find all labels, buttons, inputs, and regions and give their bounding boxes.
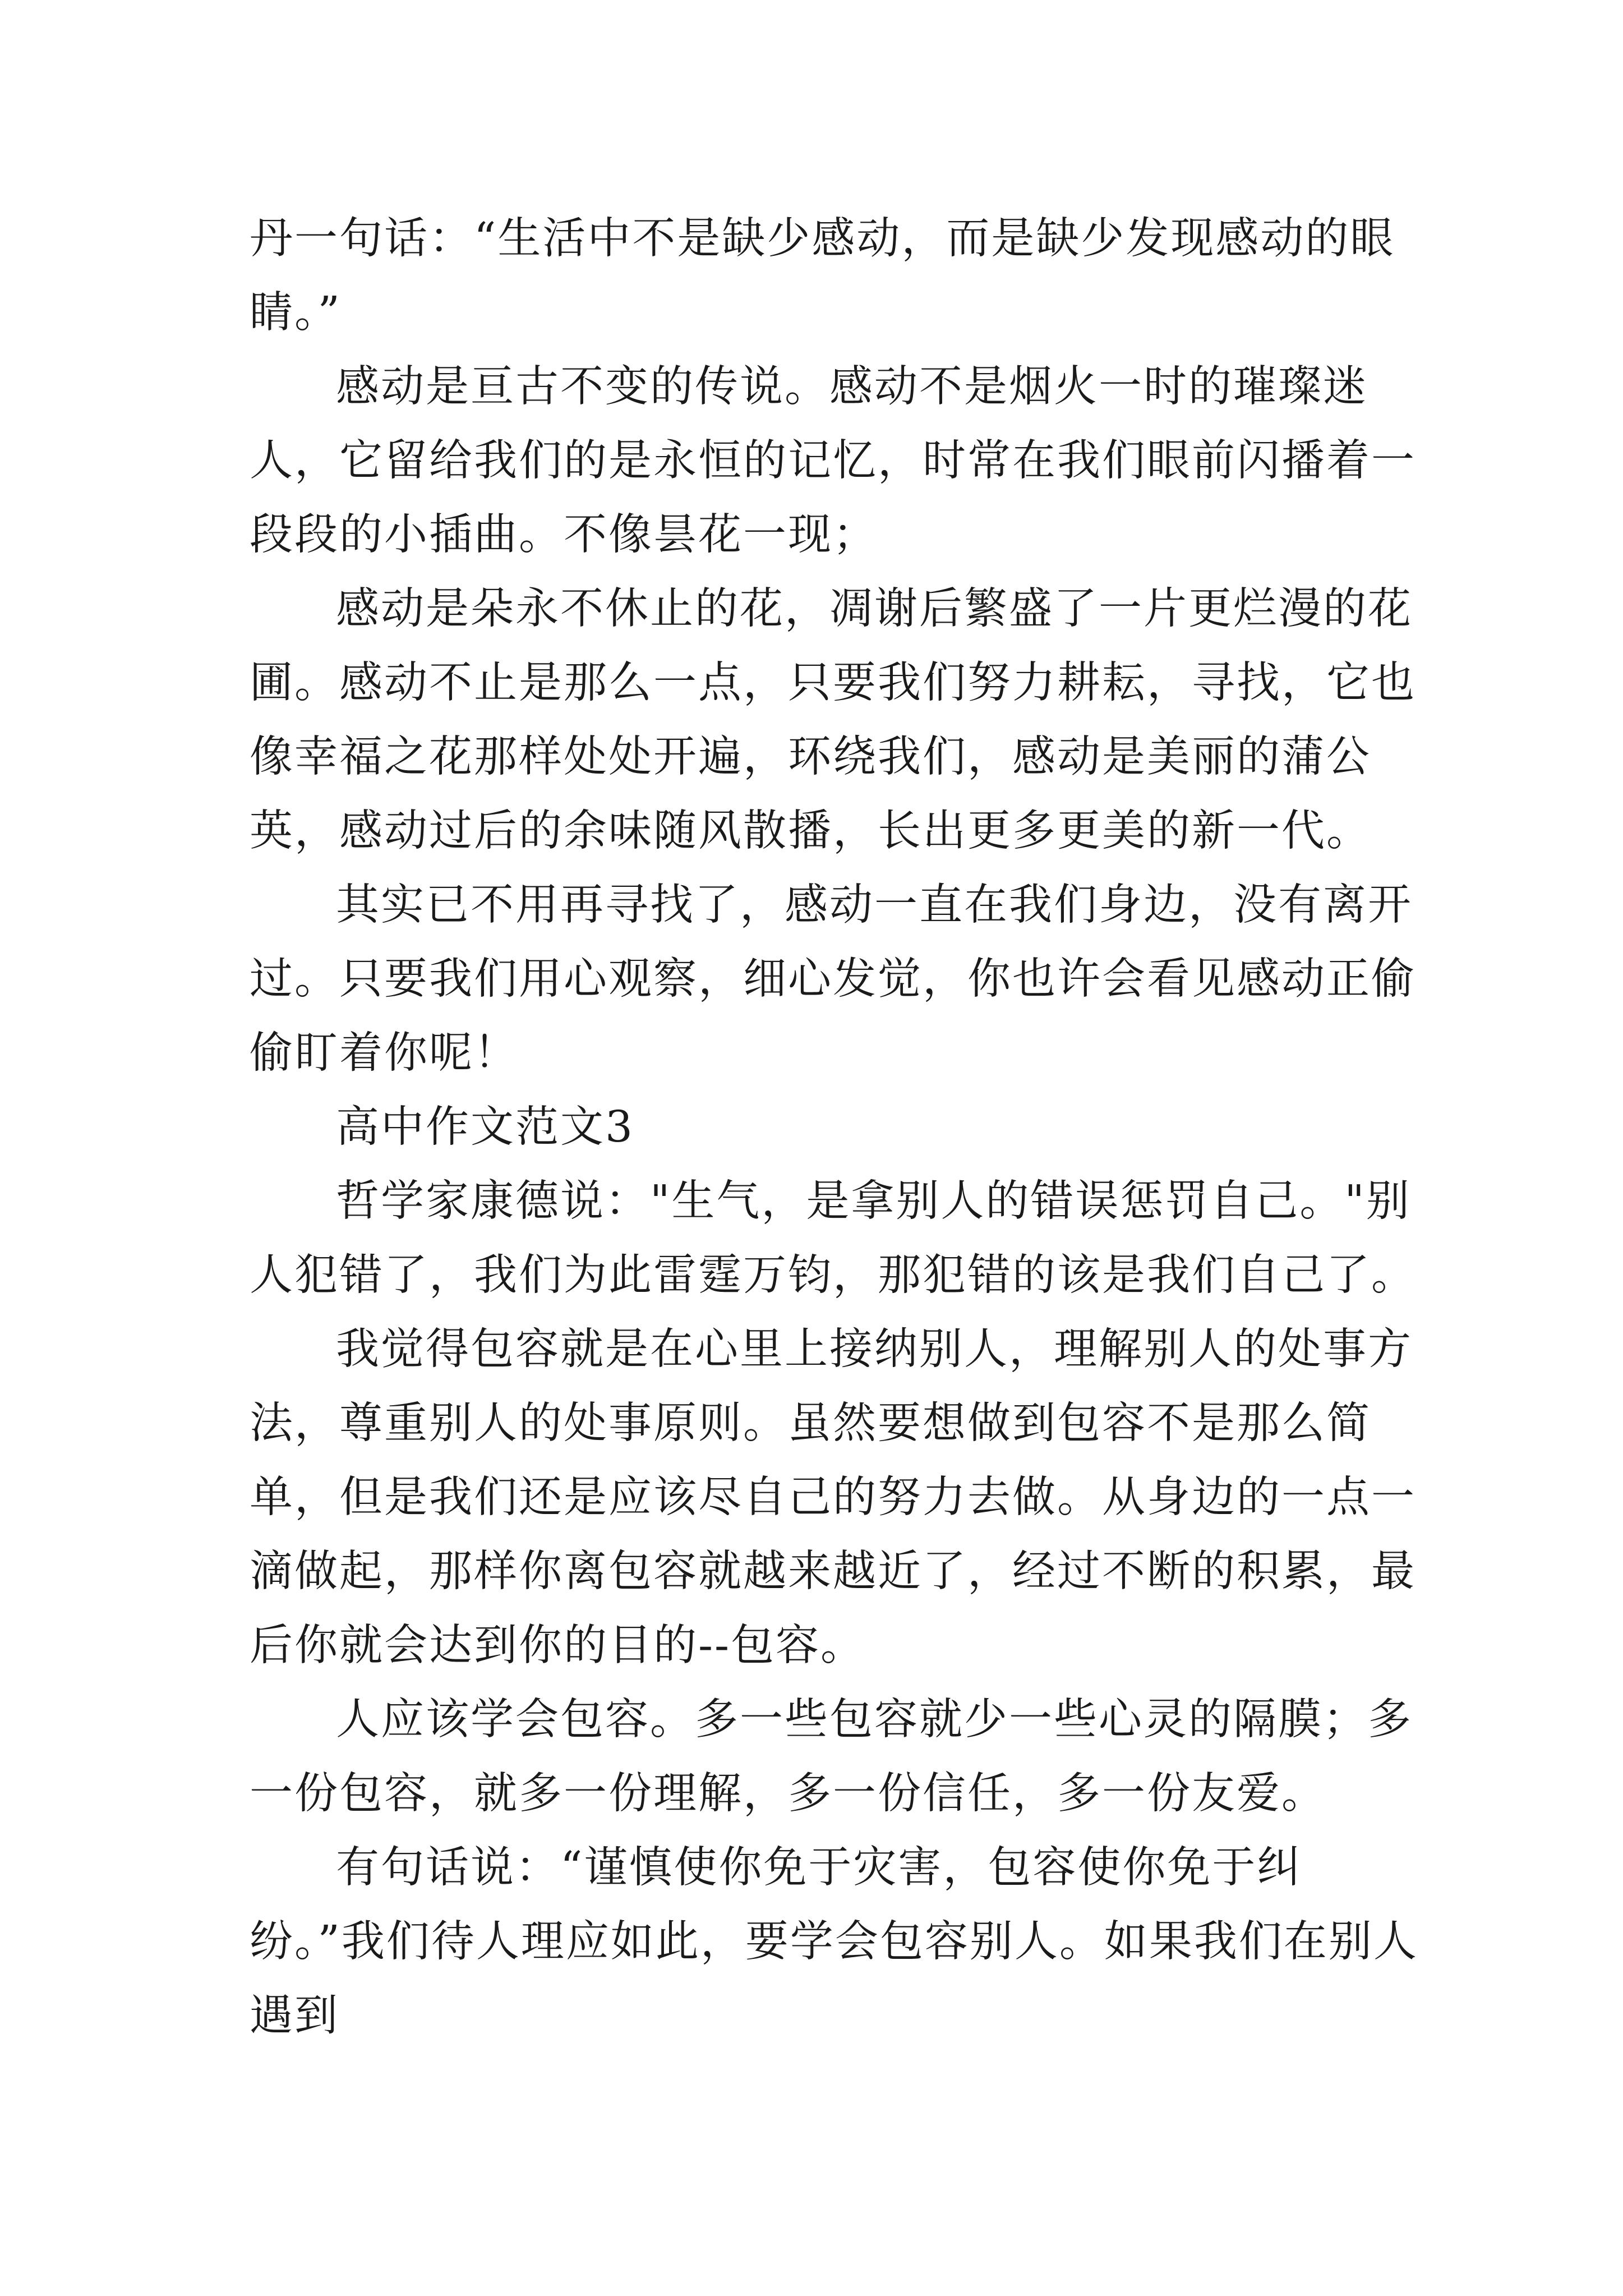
paragraph-6: 我觉得包容就是在心里上接纳别人，理解别人的处事方法，尊重别人的处事原则。虽然要想做到包容不是那么简单，但是我们还是应该尽自己的努力去做。从身边的一点一滴做起，那样你离包容就越来越近了，经过不断的积累，最后你就会达到你的目的--包容。 bbox=[250, 1324, 1416, 1671]
paragraph-8: 有句话说：“谨慎使你免于灾害，包容使你免于纠纷。”我们待人理应如此，要学会包容别人。如果我们在别人遇到 bbox=[250, 1843, 1418, 2041]
paragraph-4: 其实已不用再寻找了，感动一直在我们身边，没有离开过。只要我们用心观察，细心发觉，你也许会看见感动正偷偷盯着你呢！ bbox=[250, 880, 1416, 1078]
paragraph-5: 哲学家康德说："生气，是拿别人的错误惩罚自己。"别人犯错了，我们为此雷霆万钧，那犯错的该是我们自己了。 bbox=[250, 1176, 1416, 1300]
paragraph-1: 丹一句话：“生活中不是缺少感动，而是缺少发现感动的眼睛。” bbox=[250, 214, 1395, 338]
paragraph-7: 人应该学会包容。多一些包容就少一些心灵的隔膜；多一份包容，就多一份理解，多一份信任，多一份友爱。 bbox=[250, 1695, 1413, 1819]
paragraph-3: 感动是朵永不休止的花，凋谢后繁盛了一片更烂漫的花圃。感动不止是那么一点，只要我们努力耕耘，寻找，它也像幸福之花那样处处开遍，环绕我们，感动是美丽的蒲公英，感动过后的余味随风散播，长出更多更美的新一代。 bbox=[250, 584, 1416, 856]
paragraph-2: 感动是亘古不变的传说。感动不是烟火一时的璀璨迷人，它留给我们的是永恒的记忆，时常在我们眼前闪播着一段段的小插曲。不像昙花一现； bbox=[250, 362, 1416, 560]
essay-body bbox=[250, 202, 1419, 2053]
section-heading: 高中作文范文3 bbox=[336, 1102, 634, 1152]
